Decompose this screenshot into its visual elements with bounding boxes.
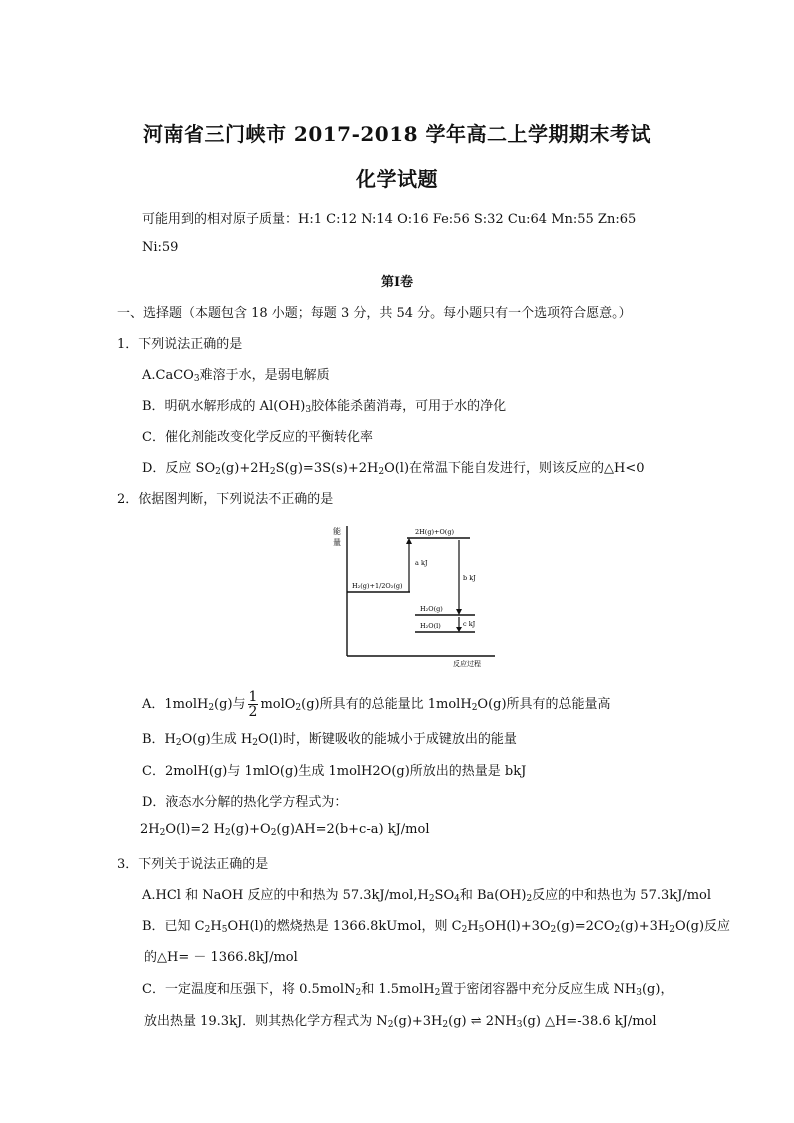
q1-option-d: D．反应 $SO_2(g)+2H_2S(g)=3S(s)+2H_2O(l)$在常温下能自发进行，则该反应的△H<0 (142, 461, 645, 477)
q2-option-c: C．2molH(g)与 1mlO(g)生成 1molH2O(g)所放出的热量是 bkJ (142, 764, 527, 779)
arrow-c-head (456, 627, 462, 632)
q3-option-c-continued: 放出热量 19.3kJ．则其热化学方程式为 $N_2(g)+3H_2(g)$ ⇌ $2NH_3(g)$ △H=-38.6 kJ/mol (144, 1014, 657, 1030)
atomic-masses-line-1: 可能用到的相对原子质量：H:1 C:12 N:14 O:16 Fe:56 S:32 Cu:64 Mn:55 Zn:65 (142, 212, 637, 227)
volume-heading: 第Ⅰ卷 (380, 275, 414, 290)
fraction-one-half: $\frac{1}{2}$ (248, 689, 258, 720)
energy-diagram (325, 518, 500, 668)
section-instructions: 一、选择题（本题包含 18 小题；每题 3 分，共 54 分。每小题只有一个选项符合愿意。） (117, 306, 632, 321)
level-2h-o-label: 2H(g)+O(g) (415, 528, 455, 536)
arrow-c-label: c kJ (463, 620, 476, 628)
atomic-masses-line-2: Ni:59 (142, 240, 179, 255)
level-h2o-l-label: H₂O(l) (420, 622, 441, 630)
q3-option-b: B．已知 $C_2H_5OH(l)$的燃烧热是 1366.8kUmol，则 $C_2H_5OH(l)+3O_2(g)=2CO_2(g)+3H_2O(g)$反应 (142, 919, 731, 935)
arrow-a-label: a kJ (415, 559, 428, 567)
q3-option-b-continued: 的△H= － 1366.8kJ/mol (144, 950, 298, 965)
q2-option-d-equation: $2H_2O(l)=2$ $H_2(g)+O_2(g)AH=2(b+c-a)$ kJ/mol (140, 822, 430, 838)
q1-option-a: A.CaCO$_3$难溶于水，是弱电解质 (142, 368, 330, 384)
exam-title: 河南省三门峡市 2017-2018 学年高二上学期期末考试 (142, 122, 652, 146)
q1-option-b: B．明矾水解形成的 $Al(OH)_3$胶体能杀菌消毒，可用于水的净化 (142, 399, 507, 415)
q3-option-c: C．一定温度和压强下，将 0.5molN$_2$和 1.5molH$_2$置于密闭容器中充分反应生成 $NH_3(g)$， (142, 982, 674, 998)
question-3-stem: 3．下列关于说法正确的是 (117, 857, 269, 872)
diagram-y-label-2: 量 (333, 538, 341, 547)
q3-option-a: A.HCl 和 NaOH 反应的中和热为 $57.3kJ/mol,H_2SO_4$和 $Ba(OH)_2$反应的中和热也为 57.3kJ/mol (142, 888, 712, 904)
level-h2-o2-label: H₂(g)+1/2O₂(g) (352, 582, 403, 590)
diagram-y-label-1: 能 (333, 527, 341, 536)
q1-option-c: C．催化剂能改变化学反应的平衡转化率 (142, 430, 373, 445)
question-1-stem: 1．下列说法正确的是 (117, 337, 243, 352)
arrow-a-head (406, 538, 412, 544)
diagram-x-label: 反应过程 (453, 660, 481, 668)
q2-option-d: D．液态水分解的热化学方程式为： (142, 795, 348, 810)
exam-subtitle: 化学试题 (356, 167, 438, 191)
arrow-b-head (456, 609, 462, 615)
q2-option-a: A．1molH$_2$(g)与 $\frac{1}{2}$ molO$_2$(g)所具有的总能量比 1molH$_2$O(g)所具有的总能量高 (142, 689, 611, 720)
level-h2o-g-label: H₂O(g) (420, 605, 443, 613)
question-2-stem: 2．依据图判断，下列说法不正确的是 (117, 492, 334, 507)
q2-option-b: B．$H_2O(g)$生成 $H_2O(l)$时，断键吸收的能城小于成键放出的能量 (142, 732, 517, 748)
arrow-b-label: b kJ (463, 574, 476, 582)
